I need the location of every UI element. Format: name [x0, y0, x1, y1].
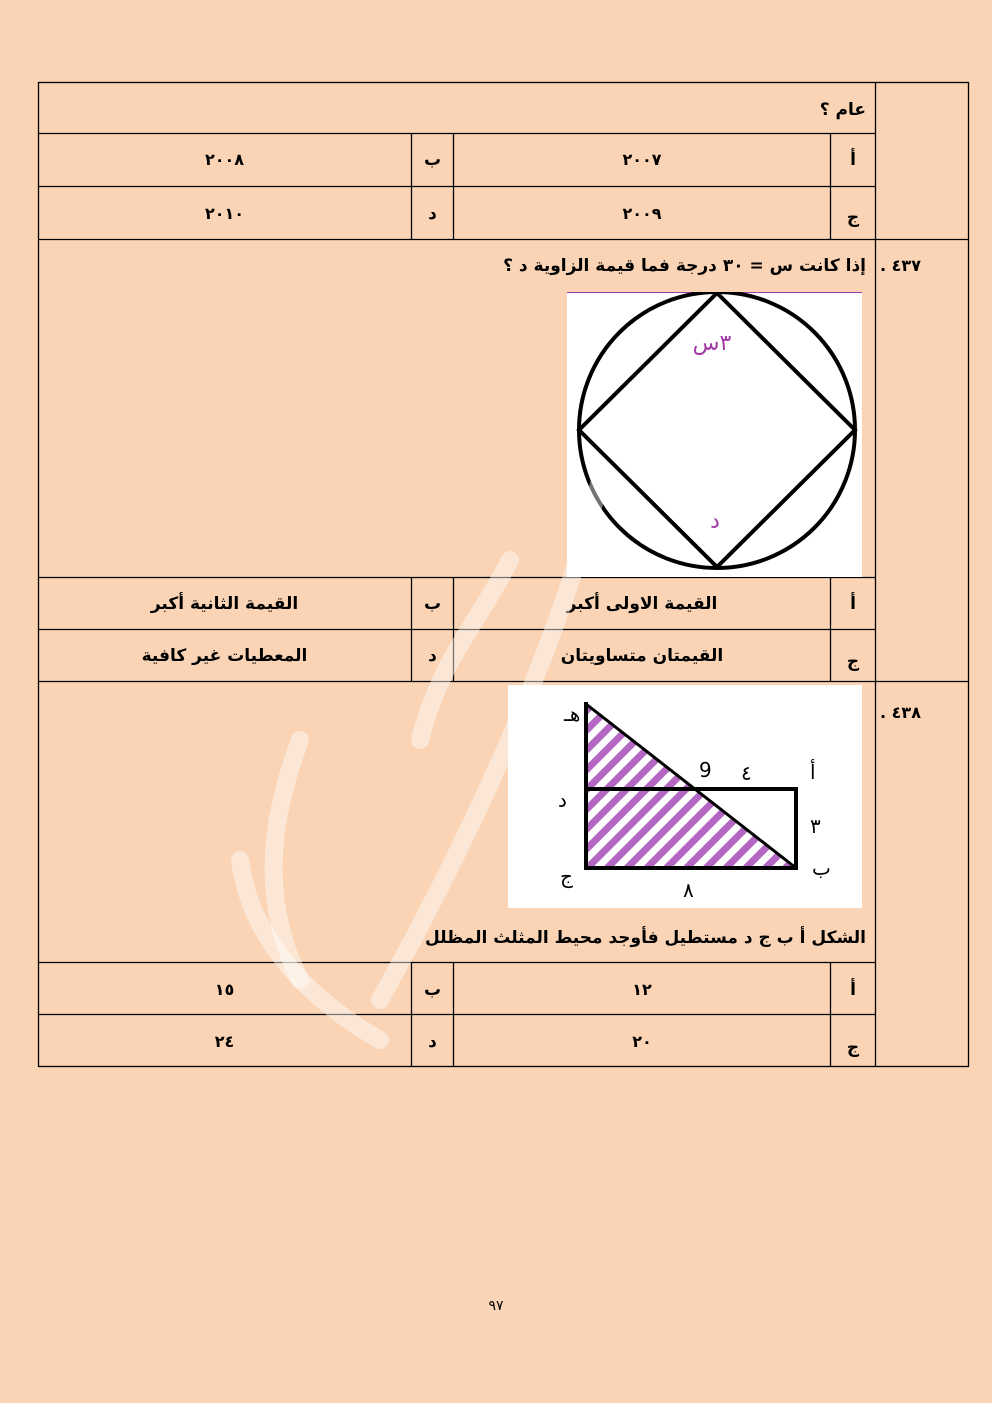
option-d-value: المعطيات غير كافية	[141, 646, 308, 666]
option-b-value: القيمة الثانية أكبر	[150, 594, 299, 614]
figure-rectangle-triangle	[508, 685, 862, 908]
option-d-value: ٢٤	[214, 1032, 235, 1051]
question-number-437: . ٤٣٧	[880, 256, 921, 275]
label-a: أ	[810, 760, 816, 784]
option-letter-a: أ	[850, 150, 856, 170]
question-number-438: . ٤٣٨	[880, 703, 921, 722]
label-d: د	[710, 509, 720, 534]
option-letter-b: ب	[423, 980, 442, 1000]
option-b-value: ٢٠٠٨	[204, 150, 245, 169]
option-letter-d: د	[428, 1032, 437, 1052]
option-d-value: ٢٠١٠	[204, 204, 245, 223]
figure-circle-square	[567, 292, 862, 577]
question-stem: عام ؟	[819, 100, 866, 120]
option-letter-b: ب	[423, 150, 442, 170]
label-b: ب	[812, 856, 831, 880]
option-letter-c: ج	[846, 208, 860, 228]
page-number: ٩٧	[488, 1298, 504, 1314]
option-letter-a: أ	[850, 594, 856, 614]
question-text-438: الشكل أ ب ج د مستطيل فأوجد محيط المثلث المظلل	[425, 928, 866, 948]
option-letter-a: أ	[850, 980, 856, 1000]
option-a-value: القيمة الاولى أكبر	[566, 594, 718, 614]
label-3s: ٣س	[692, 331, 732, 356]
option-letter-c: ج	[846, 1038, 860, 1058]
option-letter-d: د	[428, 646, 437, 666]
option-c-value: القيمتان متساويتان	[560, 646, 724, 666]
option-c-value: ٢٠	[632, 1032, 652, 1051]
option-b-value: ١٥	[214, 980, 235, 999]
option-letter-c: ج	[846, 652, 860, 672]
label-9: 9	[699, 758, 712, 782]
option-c-value: ٢٠٠٩	[622, 204, 662, 223]
option-letter-d: د	[428, 204, 437, 224]
question-text-437: إذا كانت س = ٣٠ درجة فما قيمة الزاوية د ؟	[503, 256, 866, 276]
label-4: ٤	[741, 761, 752, 785]
label-d: د	[558, 788, 567, 812]
label-8: ٨	[683, 878, 694, 902]
label-h: هـ	[564, 702, 581, 726]
label-j: ج	[560, 864, 573, 888]
option-letter-b: ب	[423, 594, 442, 614]
label-3: ٣	[810, 814, 821, 838]
option-a-value: ٢٠٠٧	[622, 150, 662, 169]
option-a-value: ١٢	[632, 980, 652, 999]
